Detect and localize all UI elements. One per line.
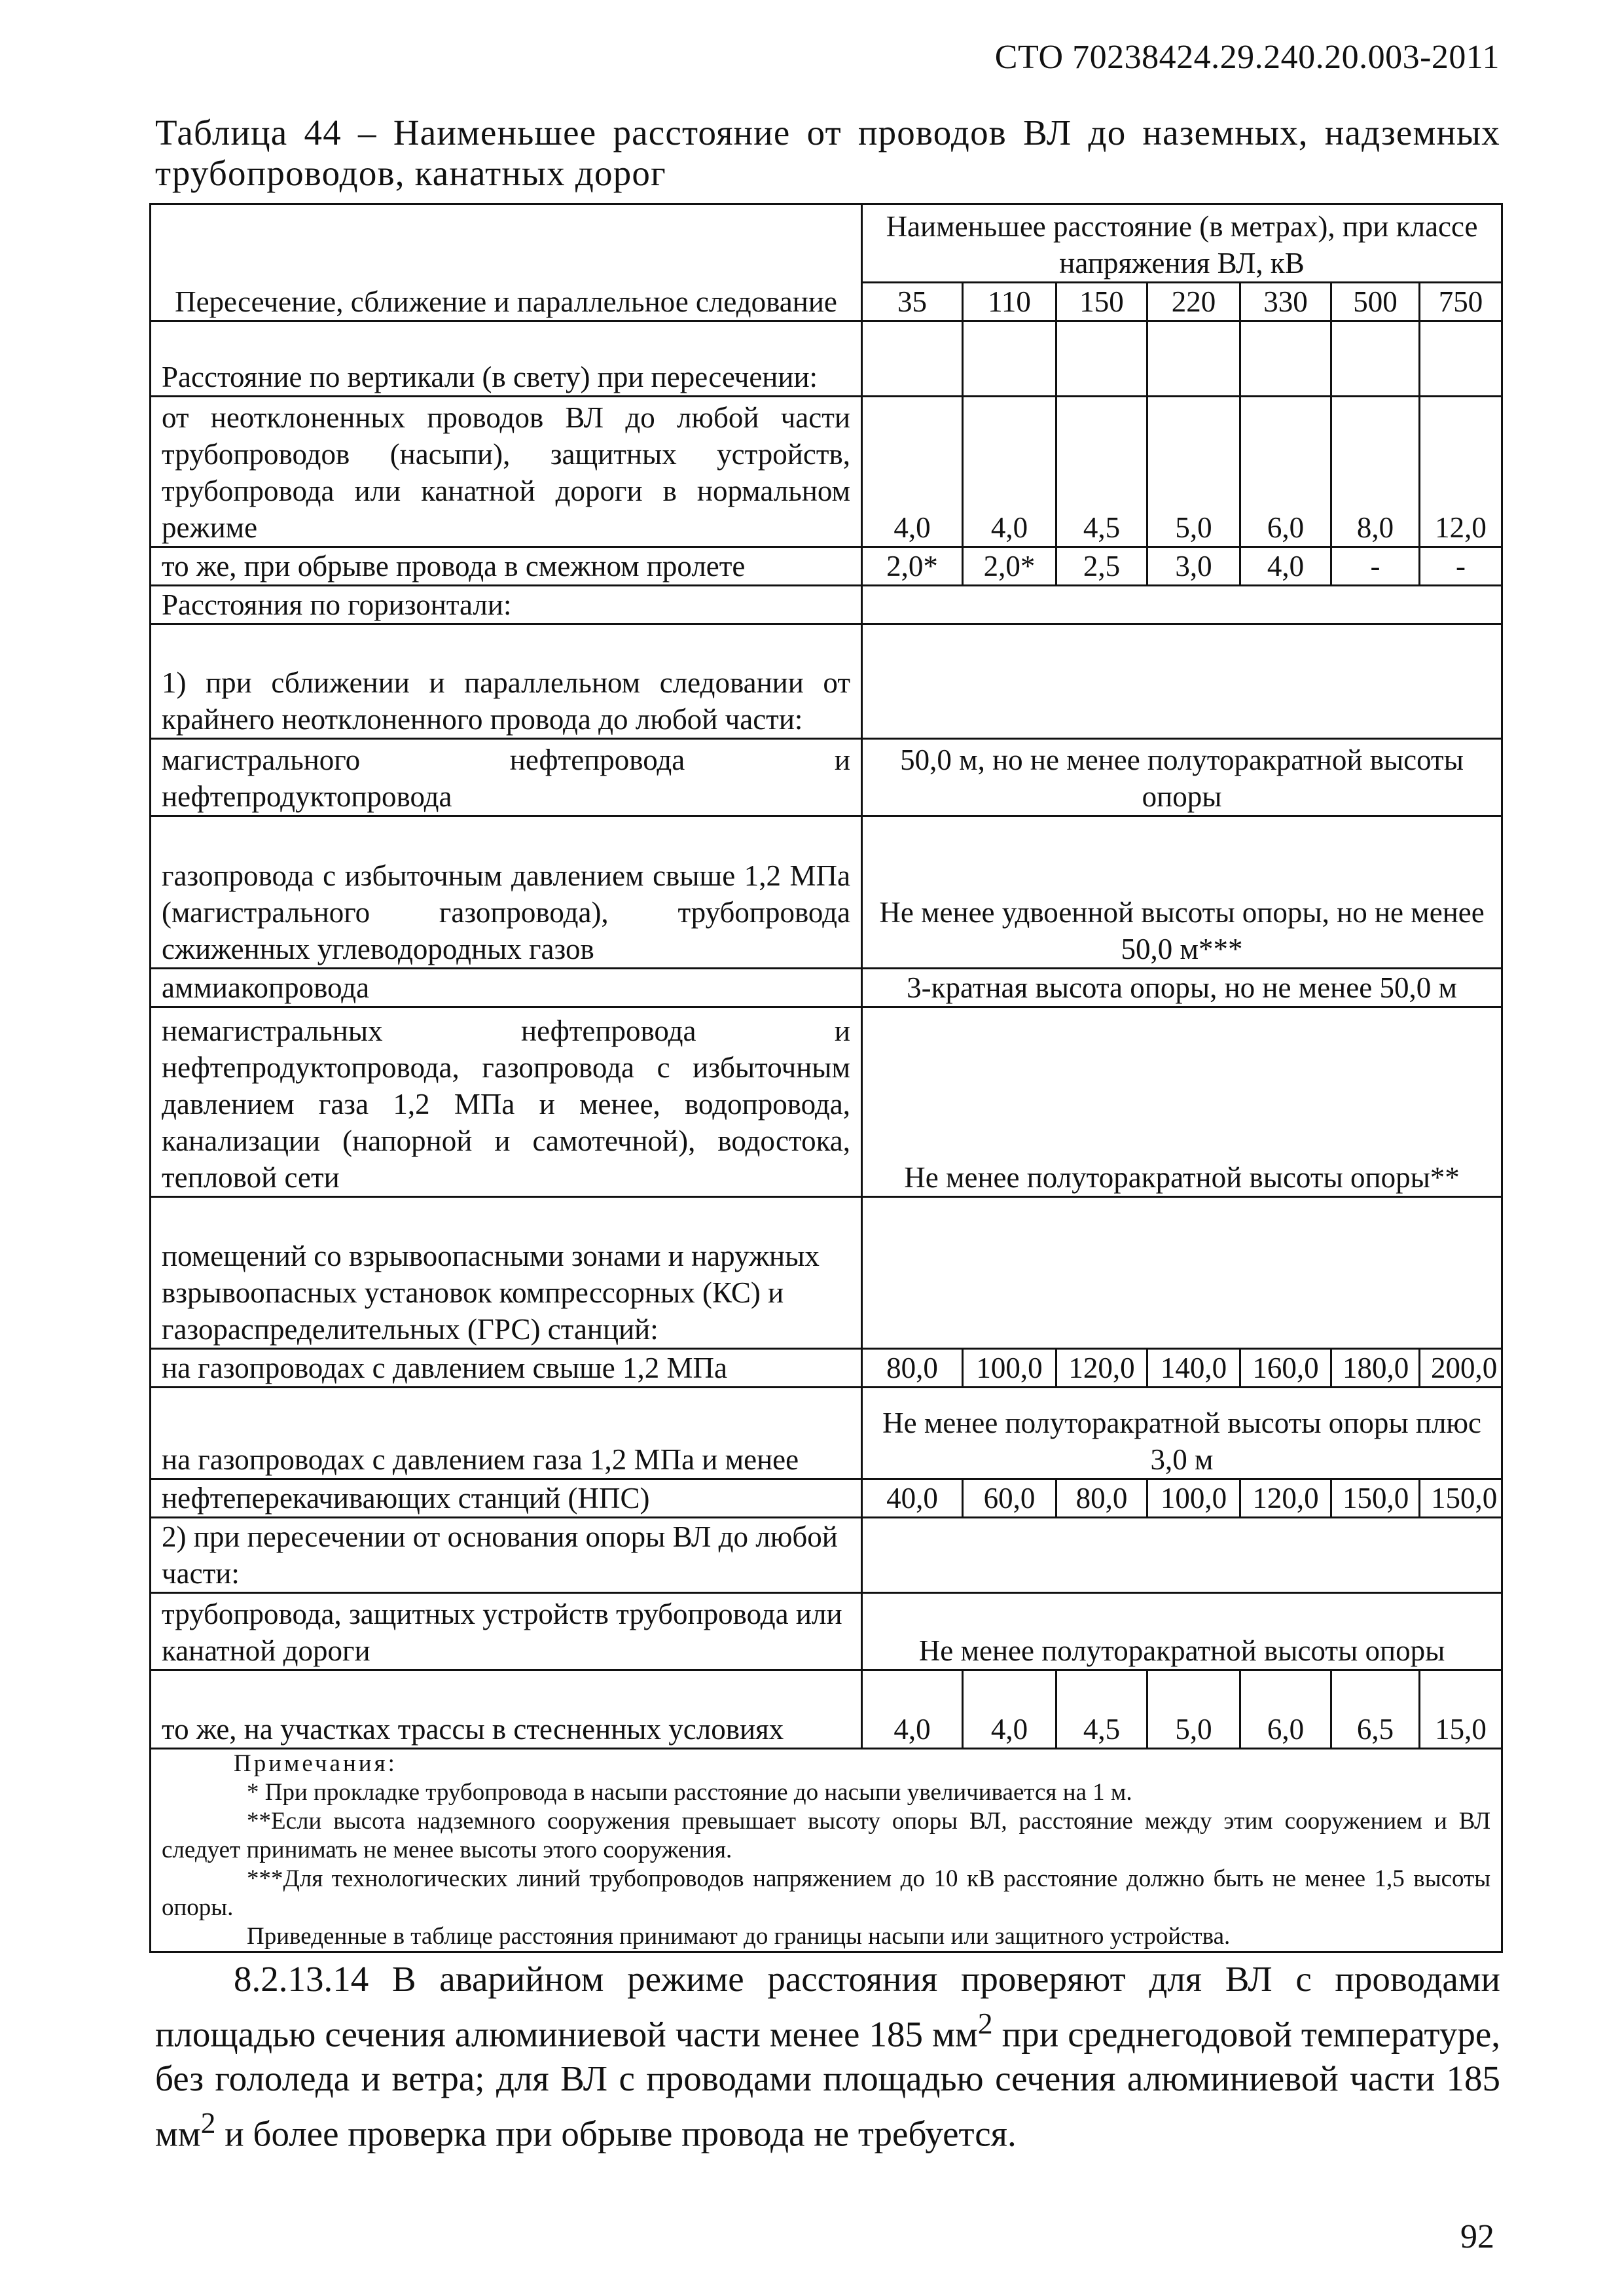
merged-value-cell: 3-кратная высота опоры, но не менее 50,0 м [862, 969, 1502, 1007]
voltage-35: 35 [862, 283, 963, 321]
value-cell: 5,0 [1147, 1670, 1240, 1749]
merged-value-cell: Не менее полуторакратной высоты опоры [862, 1593, 1502, 1670]
table-caption: Таблица 44 – Наименьшее расстояние от проводов ВЛ до наземных, надземных трубопроводов, канатных дорог [155, 113, 1500, 193]
paragraph-text-1: 8.2.13.14 В аварийном режиме расстояния проверяют для ВЛ с проводами площадью сечения алюминиевой части менее 185 мм [155, 1959, 1500, 2054]
table-row [151, 1349, 1502, 1388]
value-cell: 2,5 [1056, 547, 1147, 586]
notes-row [151, 1749, 1502, 1952]
row-label-wire-break: то же, при обрыве провода в смежном пролете [151, 547, 862, 586]
row-label-gas-pipeline: газопровода с избыточным давлением свыше 1,2 МПа (магистрального газопровода), трубопровода сжиженных углеводородных газов [151, 816, 862, 969]
voltage-220: 220 [1147, 283, 1240, 321]
row-label-gas-above: на газопроводах с давлением свыше 1,2 МПа [151, 1349, 862, 1388]
voltage-750: 750 [1420, 283, 1502, 321]
document-code: СТО 70238424.29.240.20.003-2011 [994, 39, 1500, 76]
table-row [151, 969, 1502, 1007]
table-row [151, 624, 1502, 739]
value-cell: 80,0 [1056, 1479, 1147, 1518]
row-label-horizontal: Расстояния по горизонтали: [151, 586, 862, 624]
row-label-constrained: то же, на участках трассы в стесненных условиях [151, 1670, 862, 1749]
table-row [151, 397, 1502, 547]
table-row [151, 739, 1502, 816]
note-2: **Если высота надземного сооружения превышает высоту опоры ВЛ, расстояние между этим сооружением и ВЛ следует принимать не менее высоты этого сооружения. [162, 1808, 1491, 1863]
table-row [151, 1593, 1502, 1670]
value-cell: 150,0 [1420, 1479, 1502, 1518]
table-row [151, 1388, 1502, 1479]
table-row [151, 1007, 1502, 1197]
merged-value-cell: Не менее полуторакратной высоты опоры** [862, 1007, 1502, 1197]
row-label-non-main: немагистральных нефтепровода и нефтепродуктопровода, газопровода с избыточным давлением газа 1,2 МПа и менее, водопровода, канализации (напорной и самотечной), водостока, тепловой сети [151, 1007, 862, 1197]
row-label-approach: 1) при сближении и параллельном следовании от крайнего неотклоненного провода до любой части: [151, 624, 862, 739]
note-1: * При прокладке трубопровода в насыпи расстояние до насыпи увеличивается на 1 м. [247, 1779, 1132, 1806]
value-cell: 6,5 [1331, 1670, 1420, 1749]
voltage-150: 150 [1056, 283, 1147, 321]
row-label-crossing: 2) при пересечении от основания опоры ВЛ до любой части: [151, 1518, 862, 1593]
value-cell: 4,5 [1056, 1670, 1147, 1749]
value-cell: 120,0 [1056, 1349, 1147, 1388]
superscript: 2 [977, 2007, 993, 2040]
row-label-main-oil-pipeline: магистрального нефтепровода и нефтепродуктопровода [151, 739, 862, 816]
row-label-pipeline-guard: трубопровода, защитных устройств трубопровода или канатной дороги [151, 1593, 862, 1670]
header-distance: Наименьшее расстояние (в метрах), при классе напряжения ВЛ, кВ [862, 204, 1502, 283]
row-label-explosive: помещений со взрывоопасными зонами и наружных взрывоопасных установок компрессорных (КС) и газораспределительных (ГРС) станций: [151, 1197, 862, 1349]
row-label-normal-mode: от неотклоненных проводов ВЛ до любой части трубопроводов (насыпи), защитных устройств, трубопровода или канатной дороги в нормальном режиме [151, 397, 862, 547]
table-header-row [151, 204, 1502, 283]
value-cell: 100,0 [1147, 1479, 1240, 1518]
value-cell: 15,0 [1420, 1670, 1502, 1749]
body-paragraph [155, 1957, 1500, 2157]
value-cell: 6,0 [1240, 397, 1331, 547]
value-cell: 150,0 [1331, 1479, 1420, 1518]
value-cell: 4,0 [963, 1670, 1056, 1749]
notes-title: Примечания: [234, 1750, 397, 1777]
value-cell: 100,0 [963, 1349, 1056, 1388]
distance-table [149, 203, 1503, 1953]
value-cell: 5,0 [1147, 397, 1240, 547]
value-cell: 2,0* [862, 547, 963, 586]
table-row [151, 586, 1502, 624]
value-cell: 6,0 [1240, 1670, 1331, 1749]
value-cell: 40,0 [862, 1479, 963, 1518]
table-row [151, 547, 1502, 586]
value-cell: 200,0 [1420, 1349, 1502, 1388]
row-label-gas-below: на газопроводах с давлением газа 1,2 МПа и менее [151, 1388, 862, 1479]
value-cell: 3,0 [1147, 547, 1240, 586]
value-cell: 12,0 [1420, 397, 1502, 547]
value-cell: 4,0 [963, 397, 1056, 547]
table-row [151, 1197, 1502, 1349]
table-row [151, 1479, 1502, 1518]
value-cell: 140,0 [1147, 1349, 1240, 1388]
table-row [151, 1670, 1502, 1749]
paragraph-text-2: при среднегодовой температуре, без гололеда и ветра; для ВЛ с проводами площадью сечения алюминиевой части 185 мм [155, 2014, 1500, 2154]
voltage-500: 500 [1331, 283, 1420, 321]
table-row [151, 816, 1502, 969]
value-cell: 120,0 [1240, 1479, 1331, 1518]
header-crossing: Пересечение, сближение и параллельное следование [151, 204, 862, 321]
table-row [151, 321, 1502, 397]
voltage-330: 330 [1240, 283, 1331, 321]
merged-value-cell: Не менее полуторакратной высоты опоры плюс 3,0 м [862, 1388, 1502, 1479]
value-cell: 4,5 [1056, 397, 1147, 547]
table-row [151, 1518, 1502, 1593]
value-cell: 8,0 [1331, 397, 1420, 547]
value-cell: 4,0 [1240, 547, 1331, 586]
note-3: ***Для технологических линий трубопроводов напряжением до 10 кВ расстояние должно быть не менее 1,5 высоты опоры. [162, 1865, 1491, 1921]
value-cell: - [1331, 547, 1420, 586]
value-cell: 80,0 [862, 1349, 963, 1388]
value-cell: 4,0 [862, 1670, 963, 1749]
paragraph-text-3: и более проверка при обрыве провода не требуется. [215, 2113, 1017, 2154]
value-cell: 2,0* [963, 547, 1056, 586]
superscript: 2 [200, 2106, 216, 2140]
row-label-ammonia: аммиакопровода [151, 969, 862, 1007]
value-cell: - [1420, 547, 1502, 586]
note-4: Приведенные в таблице расстояния принимают до границы насыпи или защитного устройства. [247, 1923, 1231, 1950]
row-label-vertical: Расстояние по вертикали (в свету) при пересечении: [151, 321, 862, 397]
voltage-110: 110 [963, 283, 1056, 321]
page-number: 92 [1460, 2218, 1494, 2255]
merged-value-cell: Не менее удвоенной высоты опоры, но не менее 50,0 м*** [862, 816, 1502, 969]
value-cell: 60,0 [963, 1479, 1056, 1518]
row-label-pumping: нефтеперекачивающих станций (НПС) [151, 1479, 862, 1518]
value-cell: 160,0 [1240, 1349, 1331, 1388]
value-cell: 4,0 [862, 397, 963, 547]
value-cell: 180,0 [1331, 1349, 1420, 1388]
merged-value-cell: 50,0 м, но не менее полуторакратной высоты опоры [862, 739, 1502, 816]
notes-cell [151, 1749, 1502, 1952]
